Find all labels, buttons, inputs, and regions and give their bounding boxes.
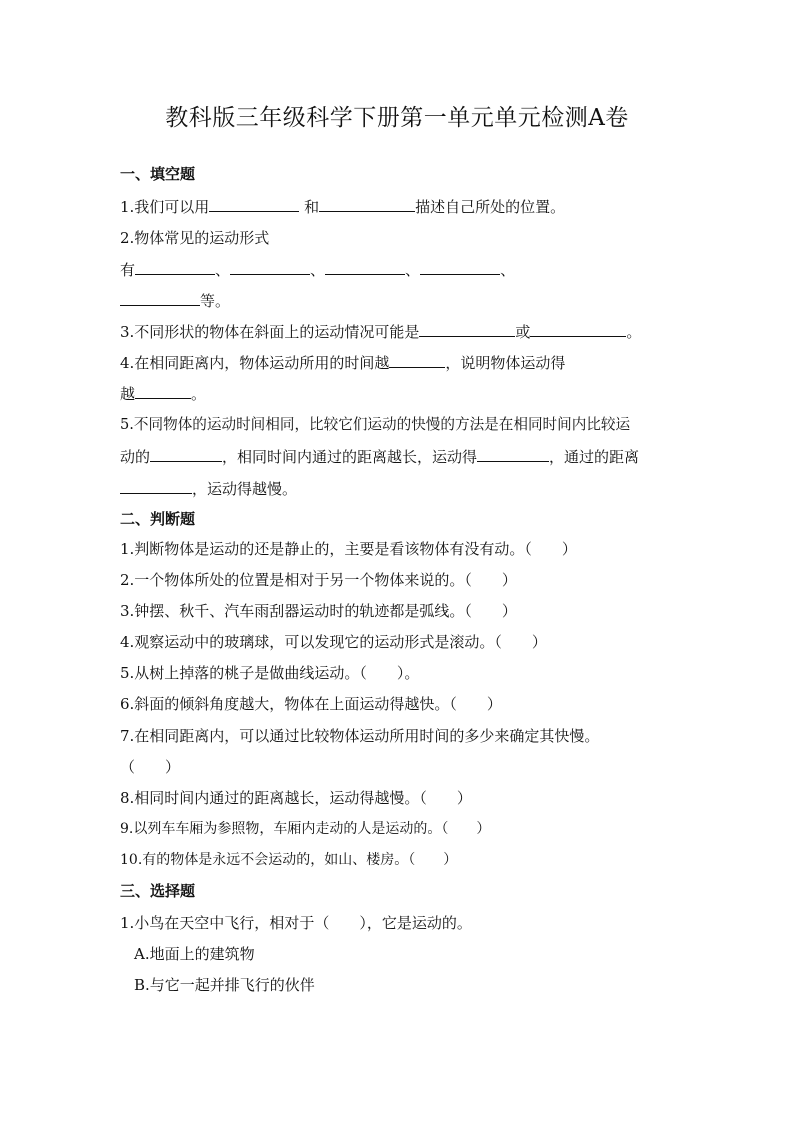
q2-you: 有	[120, 261, 136, 279]
judge-item: 4.观察运动中的玻璃球，可以发现它的运动形式是滚动。（ ）	[120, 633, 547, 651]
blank	[325, 258, 405, 275]
q2-sep: 、	[310, 261, 326, 279]
blank	[230, 258, 310, 275]
q5-text-b: ，相同时间内通过的距离越长，运动得	[222, 448, 478, 466]
q5-text-a: 动的	[120, 448, 151, 466]
question-2-line-1: 2.物体常见的运动形式	[120, 229, 270, 247]
judge-item: 10.有的物体是永远不会运动的，如山、楼房。（ ）	[120, 852, 458, 868]
blank	[120, 477, 192, 494]
question-5-line-1: 5.不同物体的运动时间相同，比较它们运动的快慢的方法是在相同时间内比较运	[120, 416, 631, 433]
judge-item: 3.钟摆、秋千、汽车雨刮器运动时的轨迹都是弧线。（ ）	[120, 602, 517, 620]
blank	[530, 320, 626, 337]
question-2-line-3	[120, 289, 698, 311]
q3-huo: 或	[515, 323, 531, 341]
judge-item: 1.判断物体是运动的还是静止的，主要是看该物体有没有动。（ ）	[120, 540, 577, 558]
judge-item: 5.从树上掉落的桃子是做曲线运动。（ ）。	[120, 664, 420, 682]
judge-item: 6.斜面的倾斜角度越大，物体在上面运动得越快。（ ）	[120, 695, 502, 713]
choice-question-1: 1.小鸟在天空中飞行，相对于（ ），它是运动的。	[120, 914, 472, 932]
section-heading-multiple-choice: 三、选择题	[120, 882, 196, 900]
question-5-line-2	[120, 445, 698, 467]
judge-item-answer: （ ）	[120, 758, 181, 776]
question-4-line-1	[120, 351, 698, 373]
blank	[209, 195, 299, 212]
blank	[389, 351, 445, 368]
question-1	[120, 195, 698, 217]
q5-text-d: ，运动得越慢。	[192, 480, 298, 498]
page-title: 教科版三年级科学下册第一单元单元检测A卷	[165, 105, 629, 131]
q4-text-a: 4.在相同距离内，物体运动所用的时间越	[120, 354, 390, 372]
blank	[120, 289, 200, 306]
q1-text-c: 描述自己所处的位置。	[415, 198, 566, 216]
blank	[420, 258, 500, 275]
blank	[135, 258, 215, 275]
blank	[135, 382, 191, 399]
q2-sep: 、	[405, 261, 421, 279]
judge-item: 7.在相同距离内，可以通过比较物体运动所用时间的多少来确定其快慢。	[120, 727, 600, 745]
judge-item: 2.一个物体所处的位置是相对于另一个物体来说的。（ ）	[120, 571, 517, 589]
q1-text-b: 和	[299, 198, 320, 216]
section-heading-fill-blank: 一、填空题	[120, 165, 196, 183]
section-heading-true-false: 二、判断题	[120, 510, 196, 528]
choice-option-a: A.地面上的建筑物	[134, 945, 255, 963]
q5-text-c: ，通过的距离	[549, 448, 640, 466]
blank	[477, 445, 549, 462]
q4-end: 。	[191, 385, 207, 403]
q3-text-a: 3.不同形状的物体在斜面上的运动情况可能是	[120, 323, 420, 341]
blank	[150, 445, 222, 462]
q3-end: 。	[626, 323, 642, 341]
judge-item: 9.以列车车厢为参照物，车厢内走动的人是运动的。（ ）	[120, 821, 491, 837]
q4-text-b: ，说明物体运动得	[445, 354, 566, 372]
judge-item: 8.相同时间内通过的距离越长，运动得越慢。（ ）	[120, 789, 472, 807]
question-5-line-3	[120, 477, 698, 499]
blank	[419, 320, 515, 337]
question-2-line-2	[120, 258, 698, 280]
q2-sep: 、	[215, 261, 231, 279]
q2-sep: 、	[500, 261, 516, 279]
q2-deng: 等。	[200, 292, 231, 310]
choice-option-b: B.与它一起并排飞行的伙伴	[134, 976, 315, 994]
blank	[319, 195, 415, 212]
question-4-line-2	[120, 382, 698, 404]
q4-yue: 越	[120, 385, 136, 403]
question-3	[120, 320, 698, 342]
q1-text-a: 1.我们可以用	[120, 198, 210, 216]
